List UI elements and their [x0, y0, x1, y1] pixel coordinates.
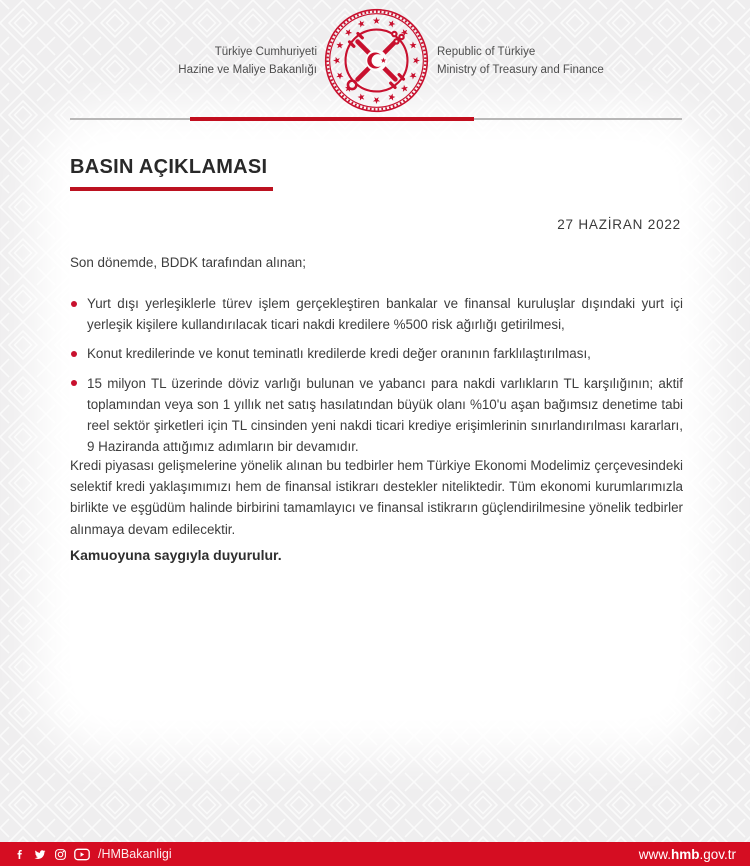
- list-item-text: 15 milyon TL üzerinde döviz varlığı bulunan ve yabancı para nakdi varlıkların TL karşılığının; aktif toplamından veya son 1 yıllık net satış hasılatından büyük olanı %10'u aşan bağımsız denetime tabi reel sektör şirketleri için TL cinsinden yeni nakdi ticari krediye erişimlerinin sınırlandırılması kararları, 9 Haziranda attığımız adımların bir devamıdır.: [87, 375, 683, 455]
- bullet-marker-icon: [71, 380, 77, 386]
- release-date: 27 HAZİRAN 2022: [557, 217, 681, 232]
- intro-line: Son dönemde, BDDK tarafından alınan;: [70, 255, 306, 270]
- decision-list: [70, 293, 683, 465]
- instagram-icon[interactable]: [54, 848, 67, 861]
- title-underline: [70, 187, 273, 191]
- org-name-en-line1: Republic of Türkiye: [437, 46, 536, 58]
- social-links: [14, 847, 172, 861]
- list-item-text: Konut kredilerinde ve konut teminatlı kredilerde kredi değer oranının farklılaştırılması,: [87, 346, 591, 362]
- youtube-icon[interactable]: [74, 848, 90, 861]
- sign-off: Kamuoyuna saygıyla duyurulur.: [70, 547, 282, 563]
- org-name-tr-line1: Türkiye Cumhuriyeti: [214, 46, 317, 58]
- press-release-body: [69, 0, 683, 866]
- website-suffix: .gov.tr: [699, 846, 736, 862]
- org-name-tr-line2: Hazine ve Maliye Bakanlığı: [178, 64, 317, 76]
- footer-bar: [0, 842, 750, 866]
- website-prefix: www.: [638, 846, 671, 862]
- website-link[interactable]: [639, 847, 736, 862]
- website-domain: hmb: [670, 846, 700, 862]
- closing-paragraph: Kredi piyasası gelişmelerine yönelik alınan bu tedbirler hem Türkiye Ekonomi Modelimiz çerçevesindeki selektif kredi yaklaşımımızı hem de finansal istikrarı destekler niteliktedir. Tüm ekonomi kurumlarımızla birlikte ve eşgüdüm halinde birbirini tamamlayıcı ve finansal istikrarın güçlendirilmesine yönelik tedbirler alınmaya devam edilecektir.: [70, 458, 683, 537]
- list-item-text: Yurt dışı yerleşiklerle türev işlem gerçekleştiren bankalar ve finansal kuruluşlar dışındaki yurt içi yerleşik kişilere kullandırılacak ticari nakdi kredilere %500 risk ağırlığı getirilmesi,: [87, 296, 683, 333]
- list-item: [70, 293, 683, 335]
- social-handle[interactable]: /HMBakanligi: [98, 847, 172, 861]
- page-title: BASIN AÇIKLAMASI: [70, 156, 268, 178]
- list-item: [70, 373, 683, 458]
- list-item: [70, 343, 683, 364]
- bullet-marker-icon: [71, 301, 77, 307]
- twitter-icon[interactable]: [33, 848, 47, 861]
- org-name-en-line2: Ministry of Treasury and Finance: [437, 64, 604, 76]
- bullet-marker-icon: [71, 351, 77, 357]
- facebook-icon[interactable]: [14, 848, 26, 861]
